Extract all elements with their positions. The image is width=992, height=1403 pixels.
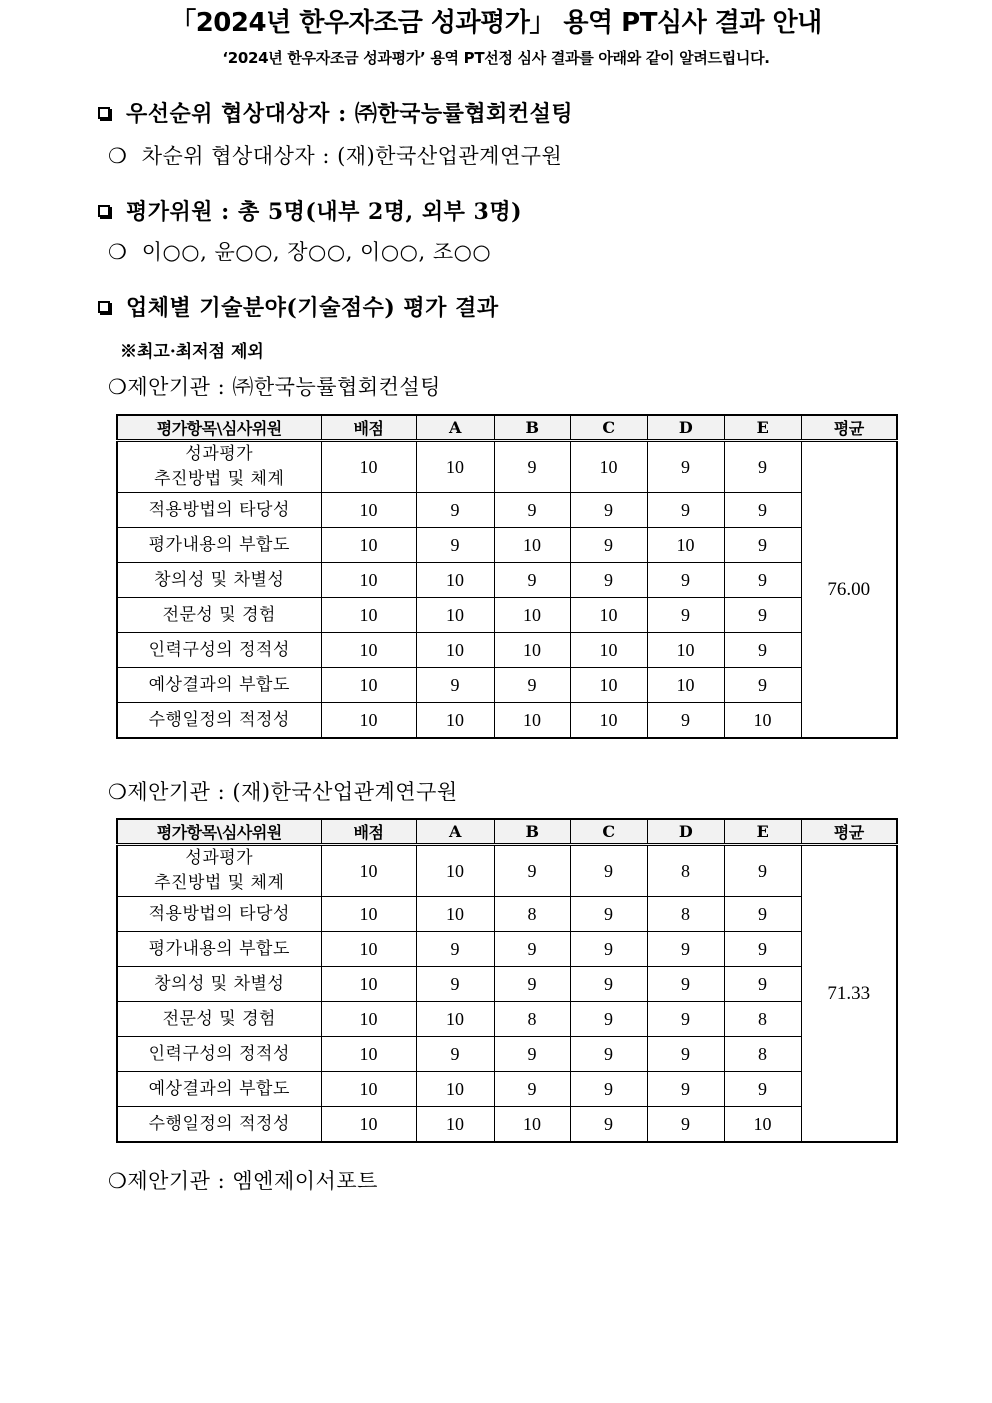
evaluation-item-line: 추진방법 및 체계 [154, 469, 285, 489]
evaluation-item-line: 평가내용의 부합도 [148, 534, 290, 555]
max-score-cell: 10 [321, 897, 416, 932]
max-score-cell: 10 [321, 668, 416, 703]
judge-a-score-cell: 9 [416, 668, 494, 703]
judge-b-score-cell: 10 [494, 528, 570, 563]
judge-a-score-cell: 9 [416, 967, 494, 1002]
max-score-cell: 10 [321, 563, 416, 598]
judge-e-score-cell: 9 [724, 528, 801, 563]
max-score-cell: 10 [321, 528, 416, 563]
evaluation-item-line: 성과평가 [185, 848, 254, 868]
evaluation-item-line: 적용방법의 타당성 [148, 903, 290, 924]
evaluation-item-line: 적용방법의 타당성 [148, 499, 290, 520]
priority-heading [98, 97, 573, 128]
proposal-2-label: 제안기관 : (재)한국산업관계연구원 [127, 780, 458, 804]
checkbox-square-icon [98, 205, 110, 217]
table-header-cell: E [724, 415, 801, 441]
evaluation-item [117, 1002, 321, 1037]
table-header-cell: 평가항목\심사위원 [117, 415, 321, 441]
judge-c-score-cell: 9 [570, 932, 647, 967]
judge-a-score-cell: 9 [416, 493, 494, 528]
circle-bullet-icon: ❍ [108, 780, 128, 804]
table-header-cell: D [647, 415, 724, 441]
priority-sub-label: 차순위 협상대상자 : (재)한국산업관계연구원 [141, 144, 563, 168]
table-header-cell: A [416, 819, 494, 845]
evaluation-item-line: 성과평가 [185, 444, 254, 464]
judge-b-score-cell: 9 [494, 1072, 570, 1107]
table-row [117, 668, 897, 703]
judge-e-score-cell: 9 [724, 967, 801, 1002]
judge-a-score-cell: 9 [416, 1037, 494, 1072]
judge-d-score-cell: 9 [647, 1072, 724, 1107]
evaluation-item [117, 598, 321, 633]
evaluation-item [117, 897, 321, 932]
judge-b-score-cell: 10 [494, 703, 570, 739]
judge-c-score-cell: 9 [570, 845, 647, 897]
exclusion-note: ※최고·최저점 제외 [120, 342, 264, 362]
max-score-cell: 10 [321, 967, 416, 1002]
evaluation-item-line: 전문성 및 경험 [162, 1008, 276, 1029]
evaluation-item [117, 967, 321, 1002]
max-score-cell: 10 [321, 703, 416, 739]
table-header-row [117, 819, 897, 845]
judge-e-score-cell: 9 [724, 932, 801, 967]
table-header-cell: 배점 [321, 415, 416, 441]
score-table-2 [116, 818, 898, 1143]
judge-d-score-cell: 9 [647, 493, 724, 528]
judge-e-score-cell: 9 [724, 1072, 801, 1107]
table-header-cell: D [647, 819, 724, 845]
judge-e-score-cell: 10 [724, 1107, 801, 1143]
judge-b-score-cell: 9 [494, 932, 570, 967]
evaluation-item-line: 수행일정의 적정성 [148, 709, 290, 730]
judge-e-score-cell: 9 [724, 493, 801, 528]
table-row [117, 932, 897, 967]
evaluation-item [117, 1107, 321, 1143]
proposal-1-heading [108, 371, 441, 401]
max-score-cell: 10 [321, 1072, 416, 1107]
judge-b-score-cell: 9 [494, 563, 570, 598]
evaluation-item [117, 633, 321, 668]
judge-d-score-cell: 8 [647, 897, 724, 932]
evaluation-item [117, 703, 321, 739]
judge-e-score-cell: 9 [724, 668, 801, 703]
max-score-cell: 10 [321, 493, 416, 528]
judge-e-score-cell: 9 [724, 563, 801, 598]
circle-bullet-icon: ❍ [108, 144, 128, 168]
judge-b-score-cell: 10 [494, 1107, 570, 1143]
table-header-cell: B [494, 819, 570, 845]
judge-b-score-cell: 9 [494, 493, 570, 528]
judge-c-score-cell: 9 [570, 967, 647, 1002]
judge-b-score-cell: 8 [494, 1002, 570, 1037]
judge-a-score-cell: 10 [416, 1072, 494, 1107]
judge-a-score-cell: 9 [416, 932, 494, 967]
evaluation-item-line: 추진방법 및 체계 [154, 873, 285, 893]
table-row [117, 1072, 897, 1107]
evaluation-item-line: 전문성 및 경험 [162, 604, 276, 625]
circle-bullet-icon: ❍ [108, 375, 128, 399]
judge-e-score-cell: 9 [724, 441, 801, 493]
judge-c-score-cell: 9 [570, 897, 647, 932]
judge-c-score-cell: 10 [570, 668, 647, 703]
table-header-cell: C [570, 415, 647, 441]
table-header-cell: 평균 [801, 819, 897, 845]
judge-a-score-cell: 10 [416, 703, 494, 739]
judge-a-score-cell: 9 [416, 528, 494, 563]
priority-label: 우선순위 협상대상자 : ㈜한국능률협회컨설팅 [126, 101, 574, 127]
evaluation-item [117, 1072, 321, 1107]
circle-bullet-icon: ❍ [108, 1169, 128, 1193]
table-row [117, 598, 897, 633]
evaluation-item-line: 창의성 및 차별성 [154, 569, 285, 590]
page-title: 「2024년 한우자조금 성과평가」 용역 PT심사 결과 안내 [170, 8, 822, 38]
judge-c-score-cell: 10 [570, 703, 647, 739]
checkbox-square-icon [98, 301, 110, 313]
judge-e-score-cell: 9 [724, 897, 801, 932]
table-header-cell: 평균 [801, 415, 897, 441]
results-heading [98, 291, 499, 322]
judge-b-score-cell: 9 [494, 967, 570, 1002]
evaluation-item-line: 창의성 및 차별성 [154, 973, 285, 994]
judge-c-score-cell: 10 [570, 441, 647, 493]
table-row [117, 897, 897, 932]
judge-d-score-cell: 9 [647, 1002, 724, 1037]
table-header-row [117, 415, 897, 441]
table-header-cell: 배점 [321, 819, 416, 845]
table-header-cell: C [570, 819, 647, 845]
average-score-cell: 76.00 [801, 441, 897, 739]
judge-d-score-cell: 9 [647, 1107, 724, 1143]
judge-c-score-cell: 9 [570, 1072, 647, 1107]
judge-c-score-cell: 10 [570, 633, 647, 668]
judge-d-score-cell: 9 [647, 1037, 724, 1072]
proposal-3-label: 제안기관 : 엠엔제이서포트 [127, 1169, 378, 1193]
judge-d-score-cell: 9 [647, 441, 724, 493]
evaluation-item [117, 668, 321, 703]
evaluators-label: 평가위원 : 총 5명(내부 2명, 외부 3명) [126, 199, 523, 225]
judge-d-score-cell: 8 [647, 845, 724, 897]
judge-a-score-cell: 10 [416, 1002, 494, 1037]
judge-e-score-cell: 10 [724, 703, 801, 739]
table-row [117, 703, 897, 739]
table-header-cell: B [494, 415, 570, 441]
table-row [117, 1107, 897, 1143]
proposal-2-heading [108, 776, 458, 806]
evaluation-item-line: 예상결과의 부합도 [148, 674, 290, 695]
evaluation-item-line: 평가내용의 부합도 [148, 938, 290, 959]
judge-b-score-cell: 9 [494, 1037, 570, 1072]
judge-d-score-cell: 9 [647, 563, 724, 598]
judge-d-score-cell: 10 [647, 633, 724, 668]
evaluation-item-line: 예상결과의 부합도 [148, 1078, 290, 1099]
evaluation-item [117, 1037, 321, 1072]
judge-b-score-cell: 8 [494, 897, 570, 932]
proposal-1-label: 제안기관 : ㈜한국능률협회컨설팅 [127, 375, 441, 399]
evaluation-item [117, 441, 321, 493]
table-row [117, 528, 897, 563]
score-table-1 [116, 414, 898, 739]
judge-c-score-cell: 10 [570, 598, 647, 633]
evaluation-item [117, 528, 321, 563]
table-row [117, 1002, 897, 1037]
evaluation-item-line: 인력구성의 정적성 [148, 639, 290, 660]
table-row [117, 493, 897, 528]
judge-b-score-cell: 10 [494, 598, 570, 633]
table-row [117, 563, 897, 598]
max-score-cell: 10 [321, 1002, 416, 1037]
table-header-cell: A [416, 415, 494, 441]
priority-sub [108, 140, 562, 170]
judge-d-score-cell: 9 [647, 932, 724, 967]
judge-e-score-cell: 9 [724, 633, 801, 668]
judge-e-score-cell: 8 [724, 1002, 801, 1037]
judge-c-score-cell: 9 [570, 493, 647, 528]
evaluators-sub [108, 236, 491, 266]
proposal-3-heading [108, 1165, 378, 1195]
checkbox-square-icon [98, 107, 110, 119]
average-score-cell: 71.33 [801, 845, 897, 1143]
table-row [117, 845, 897, 897]
judge-b-score-cell: 9 [494, 441, 570, 493]
page-subtitle: ‘2024년 한우자조금 성과평가’ 용역 PT선정 심사 결과를 아래와 같이 알려드립니다. [222, 49, 770, 67]
max-score-cell: 10 [321, 1037, 416, 1072]
table-row [117, 441, 897, 493]
judge-e-score-cell: 9 [724, 598, 801, 633]
evaluation-item-line: 인력구성의 정적성 [148, 1043, 290, 1064]
judge-a-score-cell: 10 [416, 598, 494, 633]
max-score-cell: 10 [321, 1107, 416, 1143]
judge-a-score-cell: 10 [416, 563, 494, 598]
judge-b-score-cell: 10 [494, 633, 570, 668]
table-row [117, 1037, 897, 1072]
evaluators-heading [98, 195, 522, 226]
judge-c-score-cell: 9 [570, 1037, 647, 1072]
circle-bullet-icon: ❍ [108, 240, 128, 264]
judge-e-score-cell: 8 [724, 1037, 801, 1072]
judge-c-score-cell: 9 [570, 563, 647, 598]
max-score-cell: 10 [321, 598, 416, 633]
results-label: 업체별 기술분야(기술점수) 평가 결과 [126, 295, 499, 321]
evaluation-item-line: 수행일정의 적정성 [148, 1113, 290, 1134]
judge-a-score-cell: 10 [416, 897, 494, 932]
judge-d-score-cell: 10 [647, 528, 724, 563]
evaluators-names: 이○○, 윤○○, 장○○, 이○○, 조○○ [141, 240, 492, 264]
evaluation-item [117, 563, 321, 598]
evaluation-item [117, 493, 321, 528]
judge-d-score-cell: 9 [647, 703, 724, 739]
judge-c-score-cell: 9 [570, 1002, 647, 1037]
judge-b-score-cell: 9 [494, 845, 570, 897]
judge-e-score-cell: 9 [724, 845, 801, 897]
max-score-cell: 10 [321, 845, 416, 897]
evaluation-item [117, 845, 321, 897]
table-row [117, 633, 897, 668]
judge-d-score-cell: 9 [647, 967, 724, 1002]
judge-a-score-cell: 10 [416, 441, 494, 493]
table-header-cell: 평가항목\심사위원 [117, 819, 321, 845]
table-header-cell: E [724, 819, 801, 845]
judge-a-score-cell: 10 [416, 633, 494, 668]
judge-d-score-cell: 9 [647, 598, 724, 633]
judge-b-score-cell: 9 [494, 668, 570, 703]
judge-a-score-cell: 10 [416, 845, 494, 897]
judge-d-score-cell: 10 [647, 668, 724, 703]
judge-c-score-cell: 9 [570, 528, 647, 563]
max-score-cell: 10 [321, 441, 416, 493]
max-score-cell: 10 [321, 932, 416, 967]
evaluation-item [117, 932, 321, 967]
judge-c-score-cell: 9 [570, 1107, 647, 1143]
table-row [117, 967, 897, 1002]
judge-a-score-cell: 10 [416, 1107, 494, 1143]
max-score-cell: 10 [321, 633, 416, 668]
